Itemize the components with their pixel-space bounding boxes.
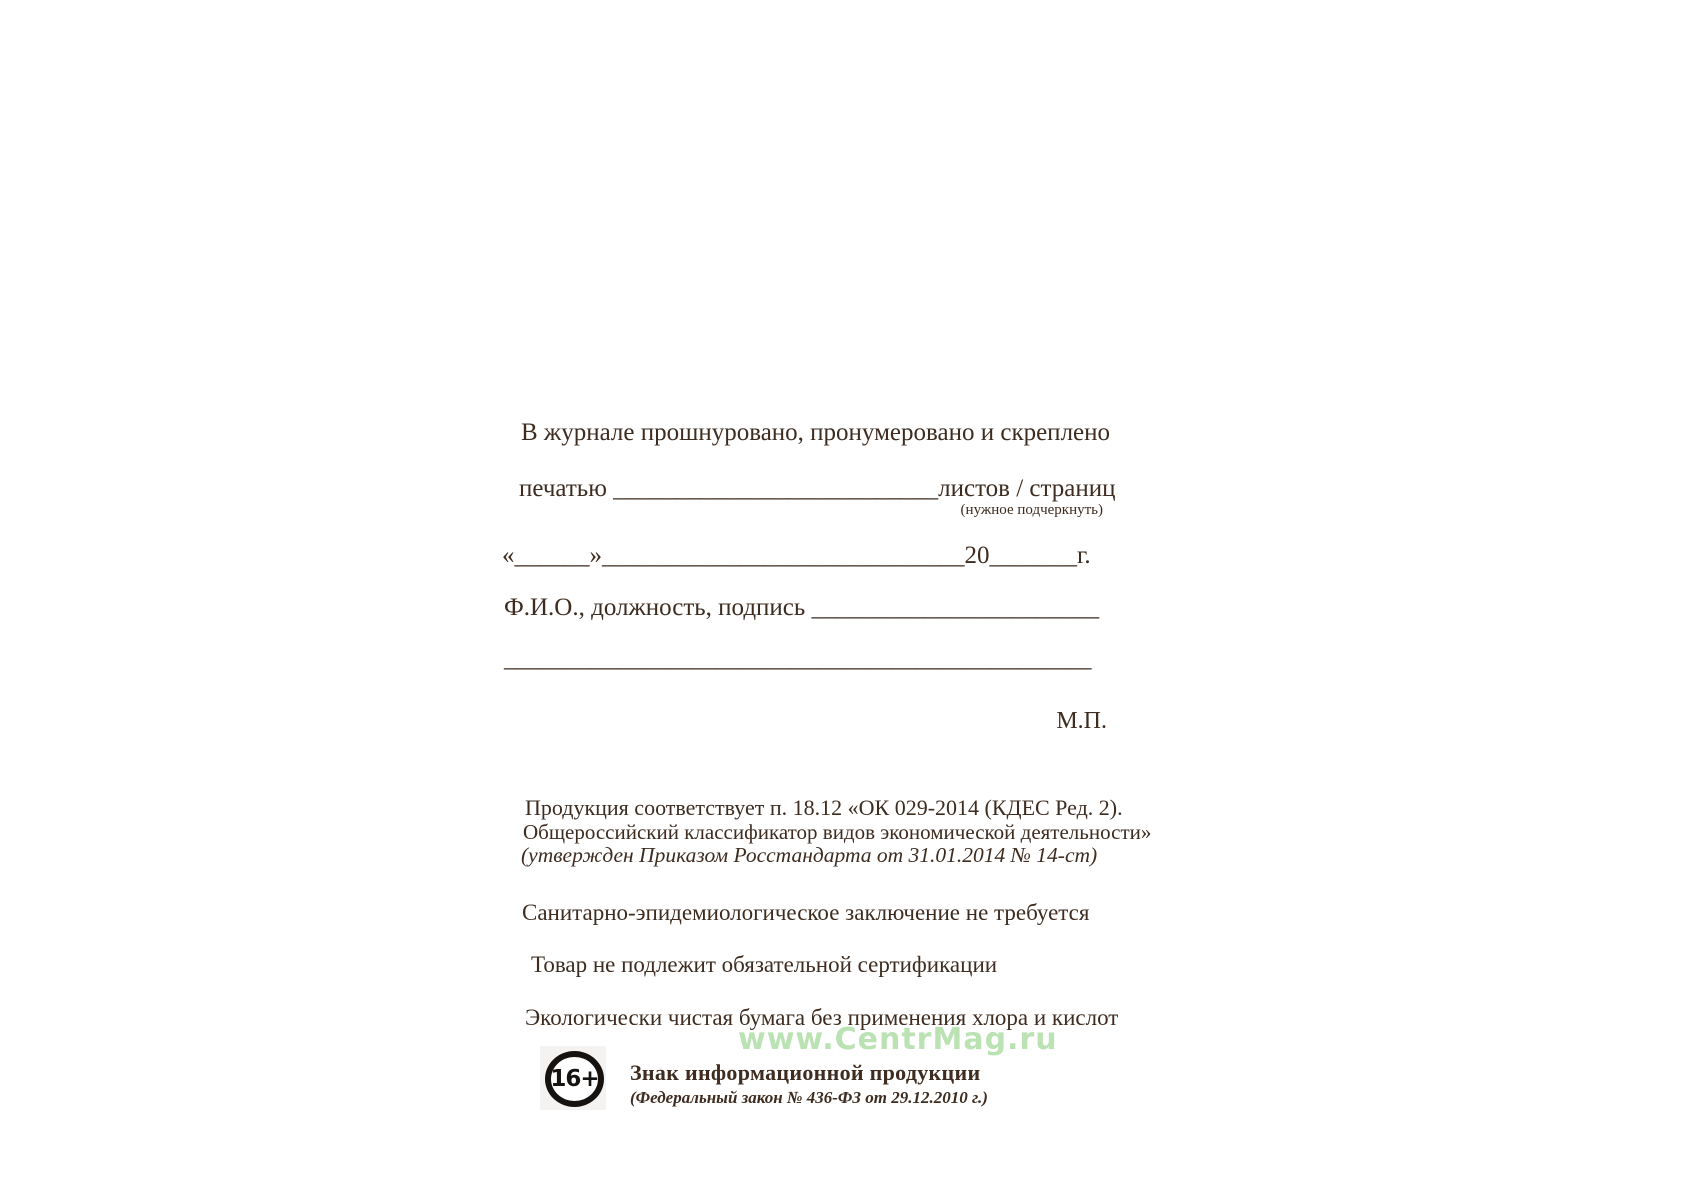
year-suffix: г. — [1077, 542, 1091, 569]
imprint-page — [500, 0, 1152, 1200]
date-line — [502, 542, 1091, 570]
signature-blank-line: _______________________________________________ — [504, 645, 1092, 672]
stamp-place-label: М.П. — [1056, 708, 1107, 734]
centrmag-watermark: www.CentrMag.ru — [738, 1022, 1058, 1057]
information-product-mark-title: Знак информационной продукции — [630, 1060, 981, 1085]
journal-bound-line: В журнале прошнуровано, пронумеровано и скреплено — [521, 419, 1111, 446]
certification-statement: Товар не подлежит обязательной сертификации — [531, 952, 998, 977]
okved-line-2: Общероссийский классификатор видов экономической деятельности» — [523, 820, 1152, 844]
okved-line-3: (утвержден Приказом Росстандарта от 31.01.2014 № 14-ст) — [521, 843, 1098, 867]
month-blank-field: _____________________________ — [602, 542, 965, 569]
open-quote: « — [502, 542, 515, 569]
seal-blank-field: __________________________ — [613, 475, 939, 502]
close-quote: » — [589, 542, 602, 569]
sanitary-statement: Санитарно-эпидемиологическое заключение не требуется — [522, 900, 1090, 925]
federal-law-note: (Федеральный закон № 436-ФЗ от 29.12.2010 г.) — [630, 1088, 988, 1107]
sheets-pages-label: листов / страниц — [938, 475, 1116, 502]
ecology-statement: Экологически чистая бумага без применения хлора и кислот — [525, 1005, 1119, 1030]
fio-position-signature-line — [504, 594, 1099, 622]
underline-note: (нужное подчеркнуть) — [960, 502, 1103, 518]
age-16-plus-icon — [545, 1051, 604, 1107]
fio-prefix: Ф.И.О., должность, подпись — [504, 594, 812, 621]
fio-blank-field: _______________________ — [811, 594, 1100, 621]
seal-sheets-line — [519, 475, 1116, 503]
year-blank-field: _______ — [989, 542, 1077, 569]
seal-prefix: печатью — [519, 475, 614, 502]
age-badge-label: 16+ — [550, 1066, 599, 1092]
okved-line-1: Продукция соответствует п. 18.12 «ОК 029-2014 (КДЕС Ред. 2). — [525, 795, 1123, 820]
day-blank-field: ______ — [514, 542, 590, 569]
year-prefix: 20 — [964, 542, 990, 569]
